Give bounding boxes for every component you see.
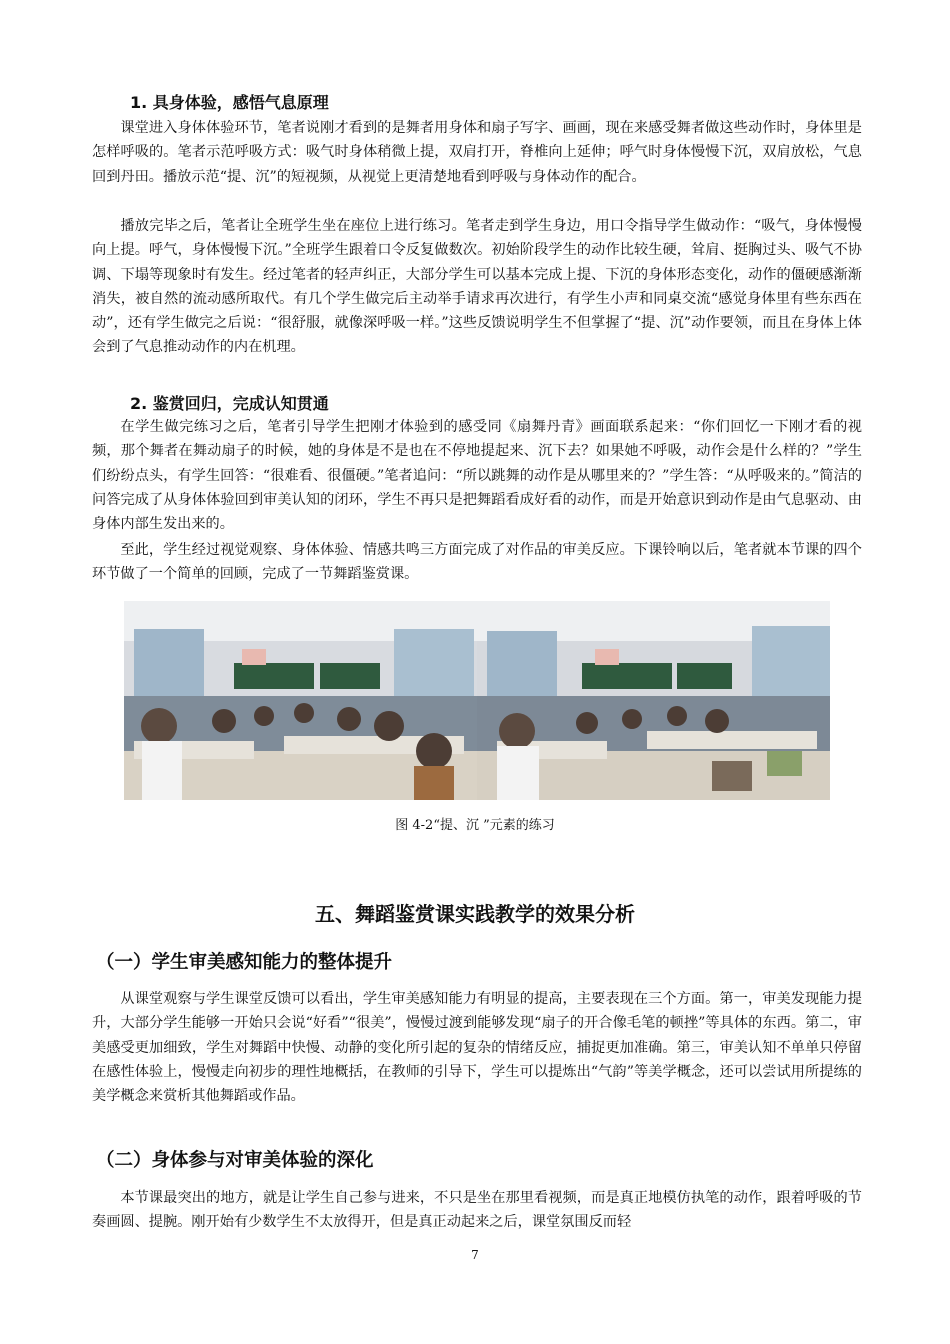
classroom-photo-right — [477, 601, 830, 800]
subsection-heading-body-participation: （二）身体参与对审美体验的深化 — [96, 1150, 374, 1171]
paragraph: 播放完毕之后，笔者让全班学生坐在座位上进行练习。笔者走到学生身边，用口令指导学生做动作：“吸气，身体慢慢向上提。呼气，身体慢慢下沉。”全班学生跟着口令反复做数次。初始阶段学生的动作比较生硬，耸肩、挺胸过头、吸气不协调、下塌等现象时有发生。经过笔者的轻声纠正，大部分学生可以基本完成上提、下沉的身体形态变化，动作的僵硬感渐渐消失，被自然的流动感所取代。有几个学生做完后主动举手请求再次进行，有学生小声和同桌交流“感觉身体里有些东西在动”，还有学生做完之后说：“很舒服，就像深呼吸一样。”这些反馈说明学生不但掌握了“提、沉”动作要领，而且在身体上体会到了气息推动动作的内在机理。 — [92, 218, 862, 356]
paragraph: 课堂进入身体体验环节，笔者说刚才看到的是舞者用身体和扇子写字、画画，现在来感受舞者做这些动作时，身体里是怎样呼吸的。笔者示范呼吸方式：吸气时身体稍微上提，双肩打开，脊椎向上延伸；呼气时身体慢慢下沉，双肩放松，气息回到丹田。播放示范“提、沉”的短视频，从视觉上更清楚地看到呼吸与身体动作的配合。 — [92, 120, 862, 185]
page-number: 7 — [471, 1248, 479, 1262]
classroom-photo-left — [124, 601, 477, 800]
paragraph: 从课堂观察与学生课堂反馈可以看出，学生审美感知能力有明显的提高，主要表现在三个方面。第一，审美发现能力提升，大部分学生能够一开始只会说“好看”“很美”，慢慢过渡到能够发现“扇子的开合像毛笔的顿挫”等具体的东西。第二，审美感受更加细致，学生对舞蹈中快慢、动静的变化所引起的复杂的情绪反应，捕捉更加准确。第三，审美认知不单单只停留在感性体验上，慢慢走向初步的理性地概括，在教师的引导下，学生可以提炼出“气韵”等美学概念，还可以尝试用所提练的美学概念来赏析其他舞蹈或作品。 — [92, 991, 862, 1105]
paragraph: 本节课最突出的地方，就是让学生自己参与进来，不只是坐在那里看视频，而是真正地模仿执笔的动作，跟着呼吸的节奏画圆、提腕。刚开始有少数学生不太放得开，但是真正动起来之后，课堂氛围反而轻 — [92, 1190, 862, 1231]
chapter-title: 五、舞蹈鉴赏课实践教学的效果分析 — [315, 902, 635, 926]
paragraph: 至此，学生经过视觉观察、身体体验、情感共鸣三方面完成了对作品的审美反应。下课铃响以后，笔者就本节课的四个环节做了一个简单的回顾，完成了一节舞蹈鉴赏课。 — [92, 542, 862, 583]
figure-caption: 图 4-2“提、沉 ”元素的练习 — [395, 818, 555, 833]
section-heading-appreciation-return: 2. 鉴赏回归，完成认知贯通 — [130, 394, 329, 413]
section-heading-embodied-experience: 1. 具身体验，感悟气息原理 — [130, 93, 329, 112]
subsection-heading-aesthetic-perception: （一）学生审美感知能力的整体提升 — [96, 952, 393, 973]
classroom-photos — [124, 601, 830, 800]
paragraph: 在学生做完练习之后，笔者引导学生把刚才体验到的感受同《扇舞丹青》画面联系起来：“你们回忆一下刚才看的视频，那个舞者在舞动扇子的时候，她的身体是不是也在不停地提起来、沉下去？如果她不呼吸，动作会是什么样的？”学生们纷纷点头，有学生回答：“很难看、很僵硬。”笔者追问：“所以跳舞的动作是从哪里来的？”学生答：“从呼吸来的。”简洁的问答完成了从身体体验回到审美认知的闭环，学生不再只是把舞蹈看成好看的动作，而是开始意识到动作是由气息驱动、由身体内部生发出来的。 — [92, 419, 862, 533]
